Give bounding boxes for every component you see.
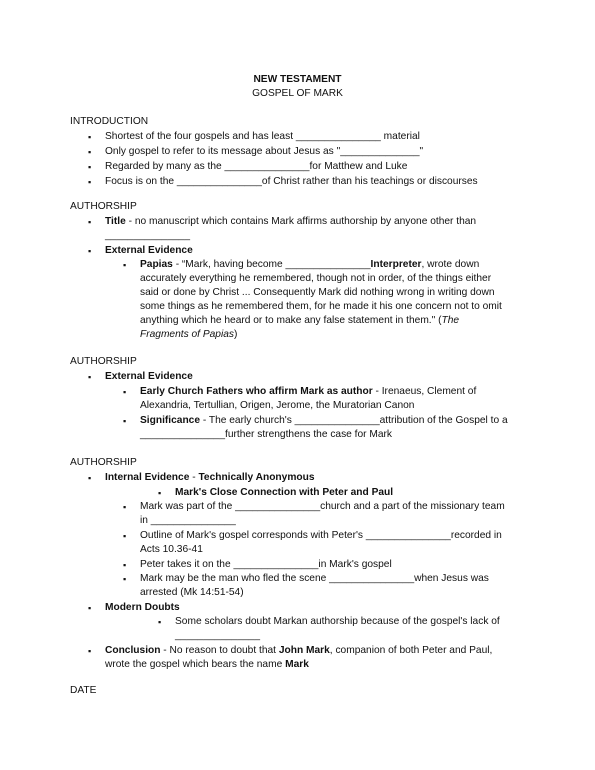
quote-line: accurately everything he remembered, though not in order, of the things either [140, 273, 492, 284]
quote-line [140, 314, 459, 329]
internal-label: Internal Evidence [105, 472, 190, 483]
list-item-title [105, 215, 476, 230]
connection-label: Mark's Close Connection with Peter and Paul [175, 487, 394, 498]
papias-text: , wrote down [421, 259, 480, 270]
title-label: Title [105, 216, 126, 227]
sub-item-doubts: ▪ Some scholars doubt Markan authorship because of the gospel's lack of [175, 615, 500, 630]
list-item-continuation: _______________ [105, 230, 190, 241]
sub-item-connection [175, 486, 393, 501]
conclusion-label: Conclusion [105, 645, 161, 656]
conclusion-mark: Mark [285, 659, 309, 670]
doubts-label: Modern Doubts [105, 602, 180, 613]
list-item: ▪ Shortest of the four gospels and has least _______________ material [105, 130, 420, 145]
list-item-external [105, 244, 193, 259]
list-item-external [105, 370, 193, 385]
internal-anonymous: Technically Anonymous [198, 472, 315, 483]
quote-text: anything which he heard or to make any false statement in them." ( [140, 315, 442, 326]
sub-item-papias [140, 258, 479, 273]
list-item: ▪ Outline of Mark's gospel corresponds with Peter's _______________recorded in [140, 529, 502, 544]
sub-item-significance [140, 414, 508, 429]
section-heading-authorship: AUTHORSHIP [70, 201, 137, 212]
list-item: ▪ Regarded by many as the _______________for Matthew and Luke [105, 160, 407, 175]
papias-text: - “Mark, having become _______________ [172, 259, 371, 270]
list-item-continuation: _______________ [175, 630, 260, 641]
sub-item-fathers [140, 385, 476, 400]
quote-line: some things as he remembered them, for he made it his one concern not to omit [140, 301, 502, 312]
conclusion-text: wrote the gospel which bears the name [105, 659, 286, 670]
internal-sep: - [189, 472, 199, 483]
page-title: NEW TESTAMENT [253, 74, 342, 85]
list-item-conclusion [105, 644, 492, 659]
section-heading-authorship: AUTHORSHIP [70, 356, 137, 367]
section-heading-authorship: AUTHORSHIP [70, 457, 137, 468]
significance-text: - The early church's _______________attribution of the Gospel to a [200, 415, 508, 426]
significance-label: Significance [140, 415, 201, 426]
list-item: ▪ Mark may be the man who fled the scene _______________when Jesus was [140, 572, 489, 587]
conclusion-text: , companion of both Peter and Paul, [329, 645, 493, 656]
list-item-internal [105, 471, 314, 486]
external-label: External Evidence [105, 371, 193, 382]
section-heading-introduction: INTRODUCTION [70, 116, 149, 127]
quote-text: ) [234, 329, 238, 340]
list-item-continuation: in _______________ [140, 515, 236, 526]
list-item-continuation [105, 658, 309, 673]
title-text: - no manuscript which contains Mark affirms authorship by anyone other than [125, 216, 477, 227]
external-label: External Evidence [105, 245, 193, 256]
list-item-doubts [105, 601, 180, 616]
papias-label: Papias [140, 259, 173, 270]
quote-line [140, 328, 237, 343]
list-item: ▪ Peter takes it on the _______________in Mark's gospel [140, 558, 392, 573]
list-item-continuation: Alexandria, Tertullian, Origen, Jerome, the Muratorian Canon [140, 400, 415, 411]
fathers-label: Early Church Fathers who affirm Mark as author [140, 386, 373, 397]
papias-interpreter: Interpreter [370, 259, 422, 270]
list-item: ▪ Focus is on the _______________of Christ rather than his teachings or discourses [105, 175, 478, 190]
fathers-text: - Irenaeus, Clement of [372, 386, 477, 397]
list-item: ▪ Only gospel to refer to its message about Jesus as "______________" [105, 145, 423, 160]
conclusion-john-mark: John Mark [278, 645, 330, 656]
page-subtitle: GOSPEL OF MARK [252, 88, 343, 99]
section-heading-date: DATE [70, 685, 97, 696]
source-title: The [441, 315, 460, 326]
list-item-continuation: _______________further strengthens the case for Mark [140, 429, 393, 440]
conclusion-text: - No reason to doubt that [160, 645, 279, 656]
list-item: ▪ Mark was part of the _______________church and a part of the missionary team [140, 500, 505, 515]
list-item-continuation: arrested (Mk 14:51-54) [140, 587, 244, 598]
quote-line: said or done by Christ ... Consequently Mark did nothing wrong in writing down [140, 287, 495, 298]
list-item-continuation: Acts 10.36-41 [140, 544, 203, 555]
source-title: Fragments of Papias [140, 329, 234, 340]
